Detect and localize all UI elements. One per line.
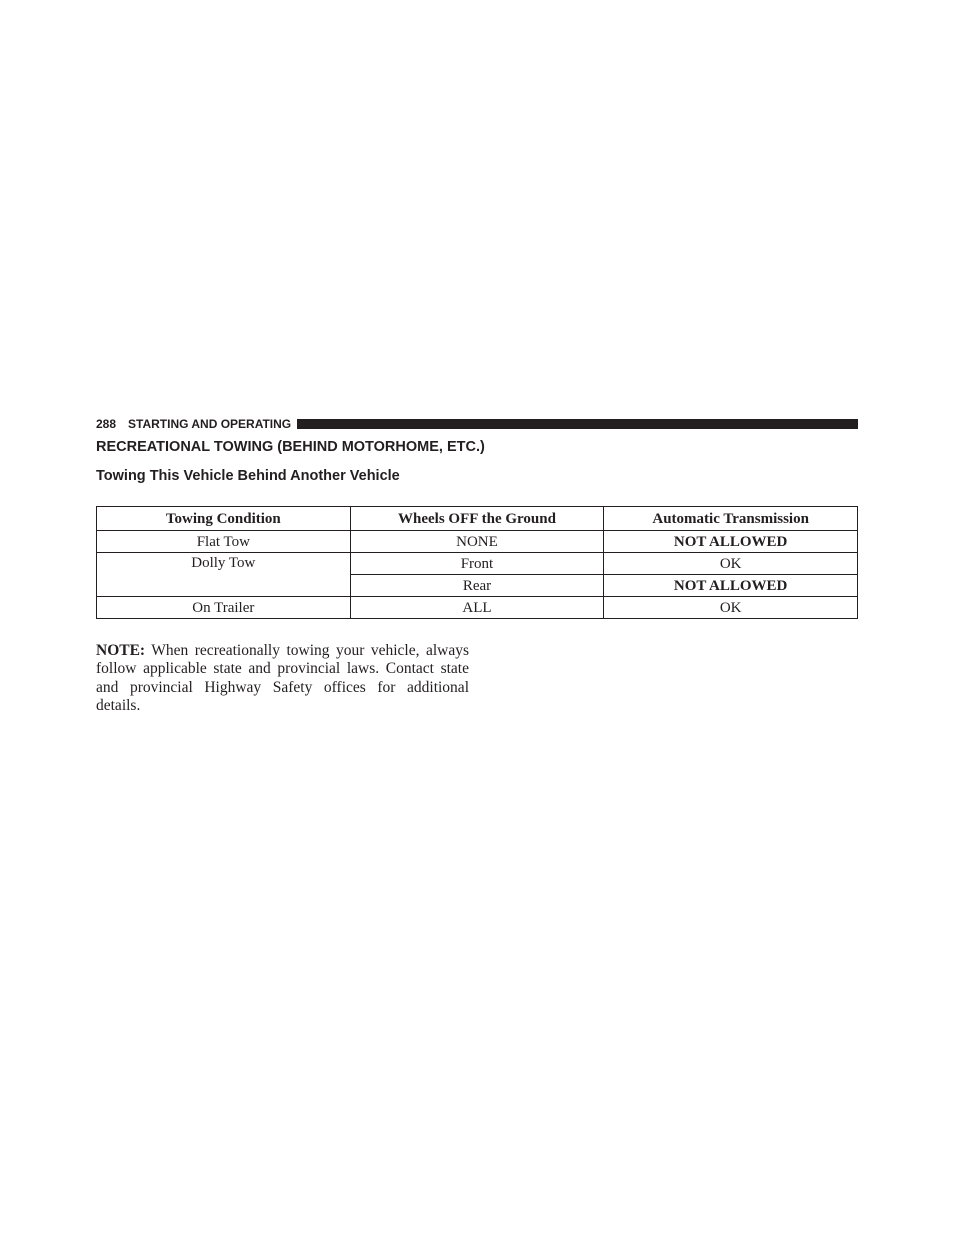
towing-table (96, 506, 858, 619)
table-cell: NOT ALLOWED (604, 531, 858, 553)
table-header-row (97, 507, 858, 531)
page-header (96, 416, 858, 432)
table-cell: On Trailer (97, 597, 351, 619)
table-row (97, 531, 858, 553)
column-header: Automatic Transmission (604, 507, 858, 531)
table-cell: NOT ALLOWED (604, 575, 858, 597)
header-rule (297, 419, 858, 429)
table-cell: Flat Tow (97, 531, 351, 553)
table-cell: OK (604, 553, 858, 575)
note-label: NOTE: (96, 641, 146, 659)
main-heading: RECREATIONAL TOWING (BEHIND MOTORHOME, ETC.) (96, 439, 485, 455)
table-cell: OK (604, 597, 858, 619)
note-paragraph (96, 642, 469, 716)
table-cell: ALL (350, 597, 604, 619)
table-row (97, 597, 858, 619)
table-row (97, 553, 858, 575)
table-cell: Front (350, 553, 604, 575)
column-header: Towing Condition (97, 507, 351, 531)
table-cell: Rear (350, 575, 604, 597)
section-name: STARTING AND OPERATING (128, 417, 292, 431)
column-header: Wheels OFF the Ground (350, 507, 604, 531)
table-cell: NONE (350, 531, 604, 553)
note-text: When recreationally towing your vehicle, always follow applicable state and provincial laws. Contact state and provincial Highway Safety offices for additional details. (96, 641, 469, 714)
page-number: 288 (96, 417, 117, 431)
table-cell: Dolly Tow (97, 553, 351, 597)
sub-heading: Towing This Vehicle Behind Another Vehicle (96, 468, 400, 484)
